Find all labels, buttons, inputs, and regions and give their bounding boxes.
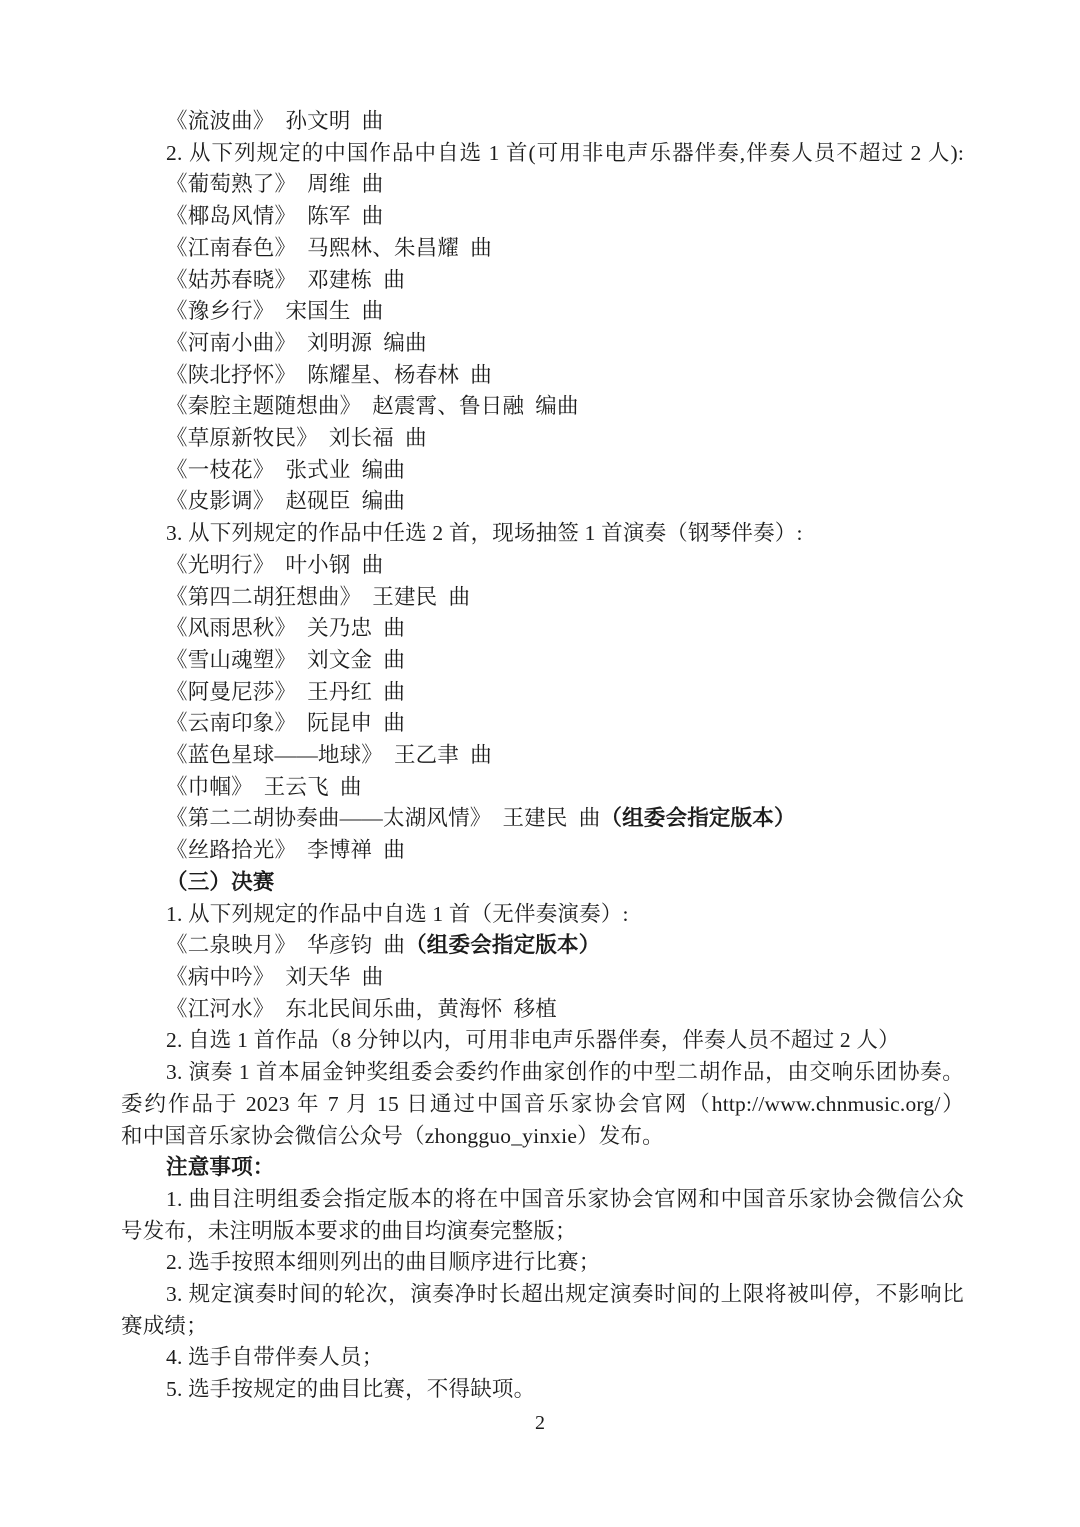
text-segment: 3. 从下列规定的作品中任选 2 首，现场抽签 1 首演奏（钢琴伴奏）: xyxy=(166,521,803,546)
document-line xyxy=(121,233,964,265)
document-line xyxy=(121,265,964,297)
page-number: 2 xyxy=(535,1412,545,1434)
text-segment: 《江南春色》 马熙林、朱昌耀 曲 xyxy=(166,235,492,260)
text-segment: 5. 选手按规定的曲目比赛，不得缺项。 xyxy=(166,1377,536,1402)
text-segment: 4. 选手自带伴奏人员； xyxy=(166,1345,384,1370)
document-line xyxy=(121,1311,964,1343)
text-segment: 《江河水》 东北民间乐曲，黄海怀 移植 xyxy=(166,996,558,1021)
document-line xyxy=(121,740,964,772)
text-segment: 《二泉映月》 华彦钧 曲 xyxy=(166,933,406,958)
text-segment: 《流波曲》 孙文明 曲 xyxy=(166,109,384,133)
text-segment: 《蓝色星球——地球》 王乙聿 曲 xyxy=(166,743,492,768)
document-line xyxy=(121,455,964,487)
document-line xyxy=(121,201,964,233)
text-segment: 《巾帼》 王云飞 曲 xyxy=(166,774,362,799)
document-line xyxy=(121,296,964,328)
document-line xyxy=(121,518,964,550)
document-line xyxy=(121,550,964,582)
text-segment: 《第四二胡狂想曲》 王建民 曲 xyxy=(166,584,471,609)
document-line xyxy=(121,328,964,360)
text-segment: 3. 演奏 1 首本届金钟奖组委会委约作曲家创作的中型二胡作品，由交响乐团协奏。 xyxy=(166,1060,964,1085)
document-line xyxy=(121,1152,964,1184)
document-line xyxy=(121,423,964,455)
text-segment: 《病中吟》 刘天华 曲 xyxy=(166,964,384,989)
document-body xyxy=(121,106,964,1406)
document-line xyxy=(121,962,964,994)
text-segment: 《雪山魂塑》 刘文金 曲 xyxy=(166,647,406,672)
document-line xyxy=(121,994,964,1026)
bold-text-segment: 注意事项： xyxy=(166,1155,275,1180)
document-line xyxy=(121,1025,964,1057)
text-segment: 《陕北抒怀》 陈耀星、杨春林 曲 xyxy=(166,362,492,387)
text-segment: 《秦腔主题随想曲》 赵震霄、鲁日融 编曲 xyxy=(166,394,579,419)
document-line xyxy=(121,1216,964,1248)
document-line xyxy=(121,677,964,709)
document-line xyxy=(121,1247,964,1279)
text-segment: 《一枝花》 张式业 编曲 xyxy=(166,457,406,482)
text-segment: 2. 自选 1 首作品（8 分钟以内，可用非电声乐器伴奏，伴奏人员不超过 2 人） xyxy=(166,1028,900,1053)
document-line xyxy=(121,930,964,962)
document-line xyxy=(121,486,964,518)
bold-text-segment: （三）决赛 xyxy=(166,869,275,894)
bold-text-segment: （组委会指定版本） xyxy=(600,806,796,831)
document-line xyxy=(121,1057,964,1089)
document-line xyxy=(121,772,964,804)
text-segment: 2. 从下列规定的中国作品中自选 1 首(可用非电声乐器伴奏,伴奏人员不超过 2 人): xyxy=(166,140,964,165)
text-segment: 《第二二胡协奏曲——太湖风情》 王建民 曲 xyxy=(166,806,601,831)
document-line xyxy=(121,613,964,645)
text-segment: 号发布，未注明版本要求的曲目均演奏完整版； xyxy=(121,1218,577,1243)
text-segment: 1. 曲目注明组委会指定版本的将在中国音乐家协会官网和中国音乐家协会微信公众 xyxy=(166,1186,964,1211)
text-segment: 《阿曼尼莎》 王丹红 曲 xyxy=(166,679,406,704)
document-line xyxy=(121,106,964,138)
document-line xyxy=(121,1279,964,1311)
document-line xyxy=(121,1342,964,1374)
document-line xyxy=(121,1184,964,1216)
document-line xyxy=(121,360,964,392)
text-segment: 1. 从下列规定的作品中自选 1 首（无伴奏演奏）: xyxy=(166,901,629,926)
text-segment: 赛成绩； xyxy=(121,1313,208,1338)
document-line xyxy=(121,1121,964,1153)
document-line xyxy=(121,835,964,867)
document-line xyxy=(121,138,964,170)
document-line xyxy=(121,1374,964,1406)
text-segment: 《云南印象》 阮昆申 曲 xyxy=(166,711,406,736)
text-segment: 《椰岛风情》 陈军 曲 xyxy=(166,204,384,229)
document-line xyxy=(121,899,964,931)
document-line xyxy=(121,645,964,677)
bold-text-segment: （组委会指定版本） xyxy=(405,933,601,958)
text-segment: 《丝路拾光》 李博禅 曲 xyxy=(166,838,406,863)
text-segment: 2. 选手按照本细则列出的曲目顺序进行比赛； xyxy=(166,1250,601,1275)
text-segment: 《河南小曲》 刘明源 编曲 xyxy=(166,330,427,355)
document-line xyxy=(121,169,964,201)
document-line xyxy=(121,708,964,740)
document-line xyxy=(121,582,964,614)
text-segment: 委约作品于 2023 年 7 月 15 日通过中国音乐家协会官网（http://www.chnmusic.org/） xyxy=(121,1091,964,1116)
text-segment: 《风雨思秋》 关乃忠 曲 xyxy=(166,616,406,641)
text-segment: 《草原新牧民》 刘长福 曲 xyxy=(166,426,427,451)
text-segment: 《葡萄熟了》 周维 曲 xyxy=(166,172,384,197)
text-segment: 和中国音乐家协会微信公众号（zhongguo_yinxie）发布。 xyxy=(121,1123,664,1148)
text-segment: 《皮影调》 赵砚臣 编曲 xyxy=(166,489,406,514)
document-line xyxy=(121,803,964,835)
document-line xyxy=(121,1089,964,1121)
document-line xyxy=(121,867,964,899)
text-segment: 《光明行》 叶小钢 曲 xyxy=(166,552,384,577)
document-line xyxy=(121,391,964,423)
text-segment: 《豫乡行》 宋国生 曲 xyxy=(166,299,384,324)
text-segment: 3. 规定演奏时间的轮次，演奏净时长超出规定演奏时间的上限将被叫停，不影响比 xyxy=(166,1282,964,1307)
text-segment: 《姑苏春晓》 邓建栋 曲 xyxy=(166,267,406,292)
